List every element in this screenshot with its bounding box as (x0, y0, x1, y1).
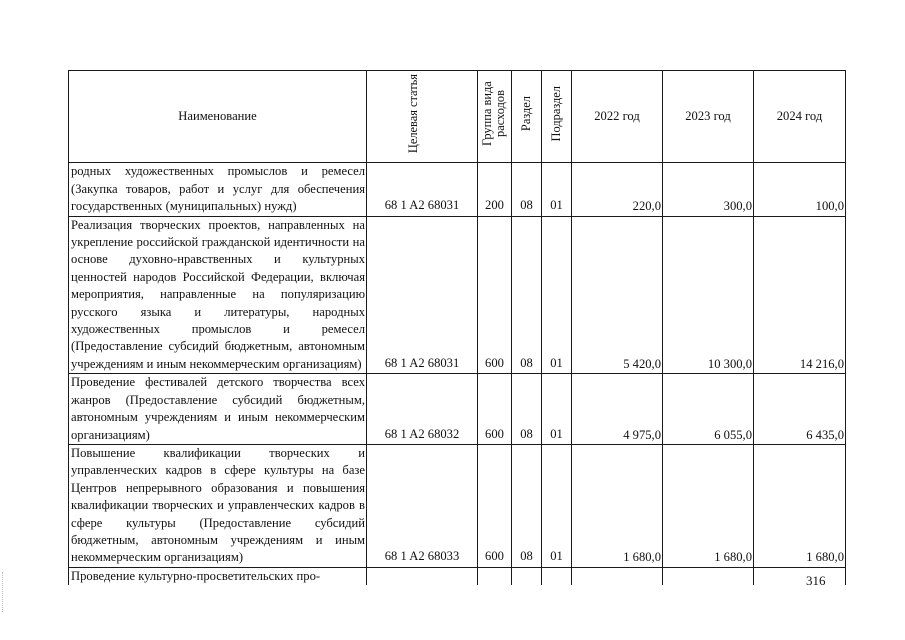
row-name: Проведение фестивалей детского творчества всех жанров (Предоставление субсидий бюджетным, автономным учреждениям и иным некоммерческим организациям) (69, 374, 367, 445)
row-2024: 1 680,0 (754, 444, 846, 567)
row-target-article: 68 1 A2 68033 (367, 444, 478, 567)
row-expense-group: 600 (478, 216, 512, 374)
row-section: 08 (512, 163, 542, 216)
row-subsection: 01 (542, 216, 572, 374)
row-subsection: 01 (542, 163, 572, 216)
row-section (512, 567, 542, 585)
row-target-article: 68 1 A2 68031 (367, 216, 478, 374)
scan-edge-marks (2, 572, 4, 612)
header-name: Наименование (69, 71, 367, 163)
row-2023 (663, 567, 754, 585)
row-subsection (542, 567, 572, 585)
row-2024: 100,0 (754, 163, 846, 216)
budget-table (68, 70, 846, 585)
header-2023: 2023 год (663, 71, 754, 163)
row-name: Реализация творческих проектов, направленных на укрепление российской гражданской идентичности на основе духовно-нравственных и культурных ценностей народов Российской Федерации, включая мероприятия, направленные на популяризацию русского языка и литературы, народных художественных промыслов и ремесел (Предоставление субсидий бюджетным, автономным учреждениям и иным некоммерческим организациям) (69, 216, 367, 374)
row-expense-group: 600 (478, 444, 512, 567)
header-2024: 2024 год (754, 71, 846, 163)
row-name: Проведение культурно-просветительских про- (69, 567, 367, 585)
row-2023: 6 055,0 (663, 374, 754, 445)
header-expense-group: Группа вида расходов (478, 71, 512, 163)
row-2024 (754, 567, 846, 585)
row-target-article: 68 1 A2 68032 (367, 374, 478, 445)
row-expense-group: 200 (478, 163, 512, 216)
row-name: Повышение квалификации творческих и управленческих кадров в сфере культуры на базе Центров непрерывного образования и повышения квалификации творческих и управленческих кадров в сфере культуры (Предоставление субсидий бюджетным, автономным учреждениям и иным некоммерческим организациям) (69, 444, 367, 567)
header-row (69, 71, 846, 163)
table-row (69, 374, 846, 445)
page-number: 316 (806, 573, 826, 588)
row-expense-group (478, 567, 512, 585)
row-2023: 10 300,0 (663, 216, 754, 374)
row-expense-group: 600 (478, 374, 512, 445)
row-2024: 14 216,0 (754, 216, 846, 374)
table-row (69, 216, 846, 374)
row-2022: 220,0 (572, 163, 663, 216)
row-2022 (572, 567, 663, 585)
row-2022: 1 680,0 (572, 444, 663, 567)
header-2022: 2022 год (572, 71, 663, 163)
row-subsection: 01 (542, 374, 572, 445)
header-target-article: Целевая статья (367, 71, 478, 163)
row-2023: 300,0 (663, 163, 754, 216)
table-row (69, 163, 846, 216)
row-target-article (367, 567, 478, 585)
table-row (69, 567, 846, 585)
header-subsection: Подраздел (542, 71, 572, 163)
row-2022: 4 975,0 (572, 374, 663, 445)
row-section: 08 (512, 216, 542, 374)
header-section: Раздел (512, 71, 542, 163)
row-subsection: 01 (542, 444, 572, 567)
row-section: 08 (512, 444, 542, 567)
row-2024: 6 435,0 (754, 374, 846, 445)
row-target-article: 68 1 A2 68031 (367, 163, 478, 216)
row-section: 08 (512, 374, 542, 445)
row-2023: 1 680,0 (663, 444, 754, 567)
table-row (69, 444, 846, 567)
row-name: родных художественных промыслов и ремесел (Закупка товаров, работ и услуг для обеспечения государственных (муниципальных) нужд) (69, 163, 367, 216)
row-2022: 5 420,0 (572, 216, 663, 374)
